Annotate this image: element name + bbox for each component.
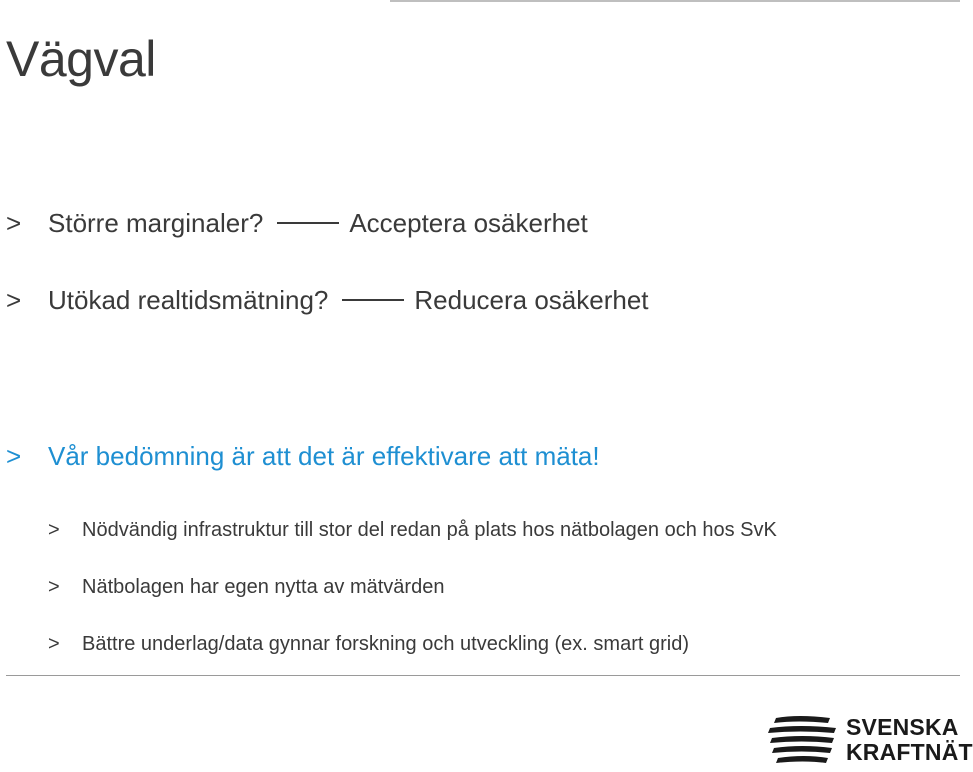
bullet-marker: >: [6, 285, 22, 315]
bottom-divider: [6, 675, 960, 676]
bullet-text: Vår bedömning är att det är effektivare att mäta!: [48, 441, 600, 471]
bullet-result: Reducera osäkerhet: [414, 285, 649, 315]
bullet-text: Utökad realtidsmätning?: [48, 285, 329, 315]
sub-bullet-marker: >: [48, 633, 60, 655]
bullet-result: Acceptera osäkerhet: [349, 208, 588, 238]
sub-bullet-item: [48, 633, 689, 656]
logo-stripes-icon: [768, 714, 838, 768]
bullet-text: Större marginaler?: [48, 208, 264, 238]
dash-separator: [342, 299, 404, 301]
logo-line-2: KRAFTNÄT: [846, 739, 973, 765]
dash-separator: [277, 222, 339, 224]
bullet-marker: >: [6, 441, 22, 471]
logo-line-1: SVENSKA: [846, 714, 959, 740]
bullet-marker: >: [6, 208, 22, 238]
logo-wordmark: [846, 715, 973, 765]
bullet-item-highlight: [6, 441, 600, 472]
sub-bullet-marker: >: [48, 576, 60, 598]
top-divider: [390, 0, 960, 2]
sub-bullet-marker: >: [48, 519, 60, 541]
slide-title: Vägval: [6, 31, 156, 87]
sub-bullet-item: [48, 576, 444, 599]
sub-bullet-text: Nödvändig infrastruktur till stor del redan på plats hos nätbolagen och hos SvK: [82, 519, 777, 541]
bullet-item: [6, 208, 588, 239]
sub-bullet-text: Bättre underlag/data gynnar forskning och utveckling (ex. smart grid): [82, 633, 689, 655]
svenska-kraftnat-logo: [768, 712, 973, 770]
sub-bullet-item: [48, 519, 777, 542]
sub-bullet-text: Nätbolagen har egen nytta av mätvärden: [82, 576, 445, 598]
bullet-item: [6, 285, 649, 316]
